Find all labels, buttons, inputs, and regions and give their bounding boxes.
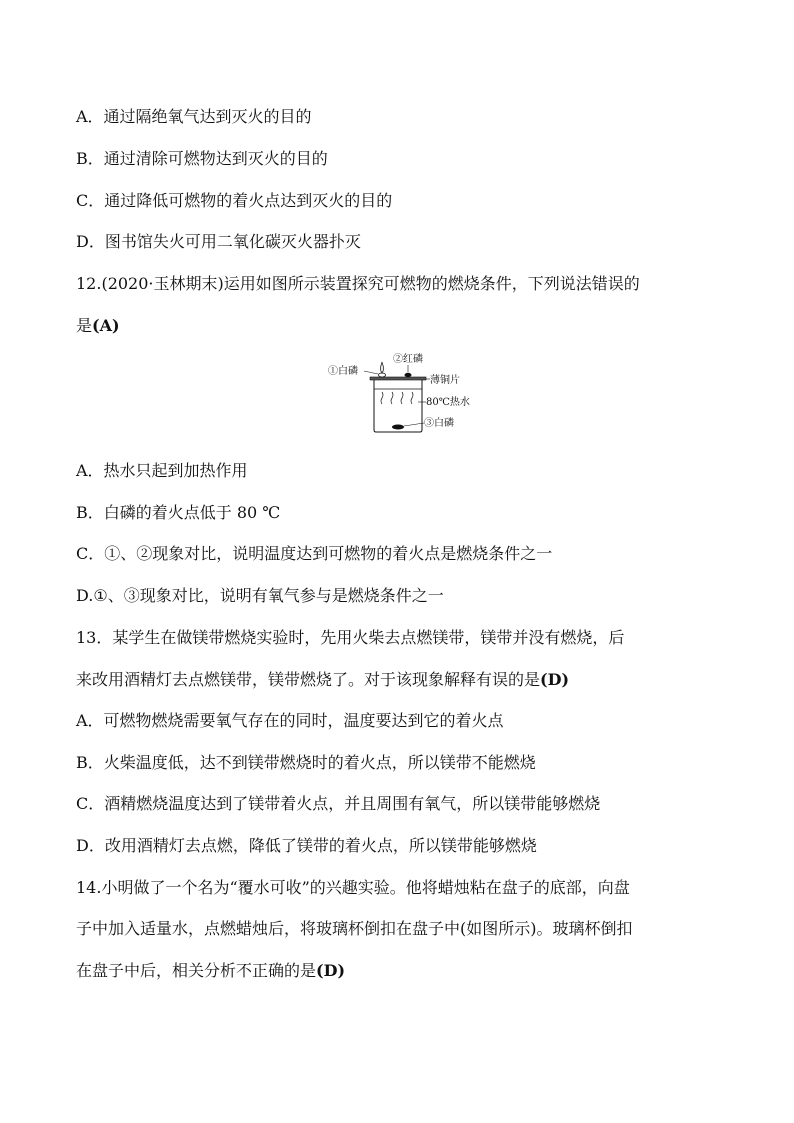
q12-answer: (A)	[92, 316, 120, 335]
label-red-phosphorus-2: ②红磷	[393, 354, 423, 365]
white-phosphorus-3-lump	[392, 425, 404, 430]
q12-option-c: C．①、②现象对比，说明温度达到可燃物的着火点是燃烧条件之一	[76, 544, 553, 563]
q13-stem-line1: 13．某学生在做镁带燃烧实验时，先用火柴去点燃镁带，镁带并没有燃烧，后	[76, 628, 625, 647]
q11-option-b: B．通过清除可燃物达到灭火的目的	[76, 149, 328, 168]
q12-option-d: D.①、③现象对比，说明有氧气参与是燃烧条件之一	[76, 586, 444, 605]
label-copper-sheet: 薄铜片	[430, 375, 460, 386]
q13-stem-text: 来改用酒精灯去点燃镁带，镁带燃烧了。对于该现象解释有误的是	[76, 670, 541, 689]
q12-stem-text: 是	[76, 316, 93, 335]
q13-answer: (D)	[540, 670, 570, 689]
white-phosphorus-1-lump	[379, 373, 386, 377]
q14-stem-text: 在盘子中后，相关分析不正确的是	[76, 961, 317, 980]
q13-option-b: B．火柴温度低，达不到镁带燃烧时的着火点，所以镁带不能燃烧	[76, 753, 536, 772]
q12-option-b: B．白磷的着火点低于 80 ℃	[76, 503, 281, 522]
label-white-phosphorus-3: ③白磷	[424, 418, 454, 429]
q11-option-d: D．图书馆失火可用二氧化碳灭火器扑灭	[76, 232, 361, 251]
copper-sheet	[370, 377, 426, 380]
q14-stem-line1: 14.小明做了一个名为“覆水可收”的兴趣实验。他将蜡烛粘在盘子的底部，向盘	[76, 878, 630, 897]
q11-option-c: C．通过降低可燃物的着火点达到灭火的目的	[76, 191, 393, 210]
q12-stem-line2	[76, 315, 120, 337]
q13-stem-line2	[76, 669, 569, 691]
leader-1	[364, 371, 378, 374]
q13-option-c: C．酒精燃烧温度达到了镁带着火点，并且周围有氧气，所以镁带能够燃烧	[76, 794, 601, 813]
q14-answer: (D)	[316, 961, 346, 980]
q12-stem-line1: 12.(2020·玉林期末)运用如图所示装置探究可燃物的燃烧条件，下列说法错误的	[76, 274, 640, 293]
leader-3	[404, 423, 424, 426]
label-hot-water: 80℃热水	[426, 397, 470, 408]
q12-option-a: A．热水只起到加热作用	[76, 461, 248, 480]
flame-icon	[380, 362, 383, 373]
q14-stem-line2: 子中加入适量水，点燃蜡烛后，将玻璃杯倒扣在盘子中(如图所示)。玻璃杯倒扣	[76, 919, 633, 938]
q11-option-a: A．通过隔绝氧气达到灭火的目的	[76, 107, 312, 126]
q14-stem-line3	[76, 960, 345, 982]
label-white-phosphorus-1: ①白磷	[328, 366, 358, 377]
red-phosphorus-2-lump	[405, 373, 412, 377]
q13-option-d: D．改用酒精灯去点燃，降低了镁带的着火点，所以镁带能够燃烧	[76, 836, 537, 855]
q12-apparatus-figure	[326, 350, 476, 434]
q13-option-a: A．可燃物燃烧需要氧气存在的同时，温度要达到它的着火点	[76, 711, 504, 730]
water-wave-lines	[381, 392, 413, 404]
